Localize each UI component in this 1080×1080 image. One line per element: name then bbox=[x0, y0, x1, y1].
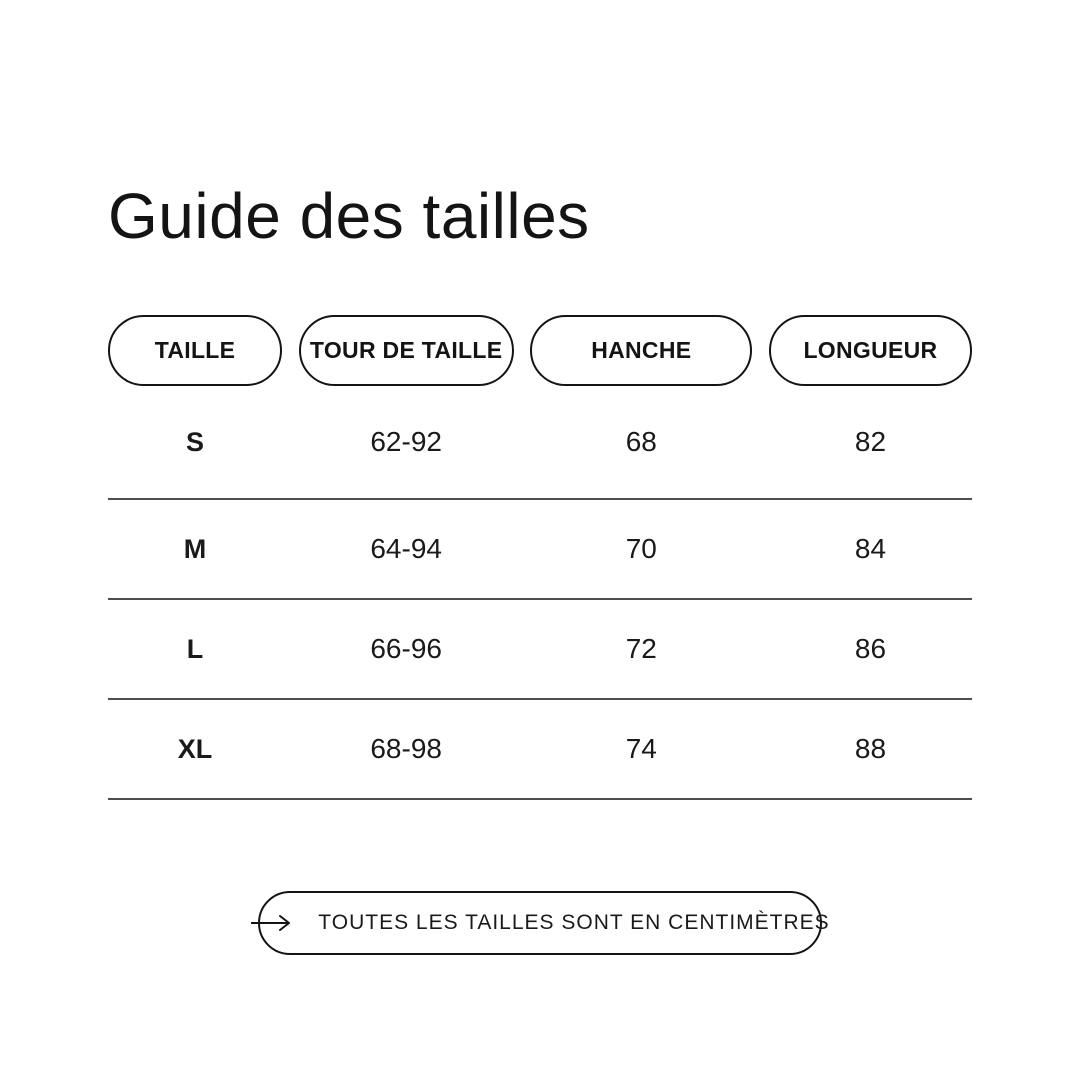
hanche-cell: 72 bbox=[625, 633, 657, 664]
column-header-longueur bbox=[769, 315, 972, 386]
size-cell: M bbox=[183, 533, 207, 564]
column-header-tour-de-taille bbox=[299, 315, 514, 386]
column-header-label: TOUR DE TAILLE bbox=[309, 337, 503, 363]
longueur-cell: 84 bbox=[854, 533, 887, 564]
page-title: Guide des tailles bbox=[108, 179, 590, 252]
column-header-label: HANCHE bbox=[591, 337, 692, 363]
units-note-pill bbox=[258, 891, 830, 955]
table-row-l bbox=[108, 600, 972, 700]
longueur-cell: 86 bbox=[854, 633, 887, 664]
tour-de-taille-cell: 64-94 bbox=[370, 533, 442, 564]
long-right-arrow-icon bbox=[250, 914, 292, 932]
longueur-cell: 88 bbox=[854, 733, 887, 764]
hanche-cell: 68 bbox=[625, 426, 657, 457]
longueur-cell: 82 bbox=[854, 426, 887, 457]
table-row-xl bbox=[108, 700, 972, 800]
table-row-m bbox=[108, 500, 972, 600]
column-header-taille bbox=[108, 315, 282, 386]
column-header-hanche bbox=[530, 315, 752, 386]
tour-de-taille-cell: 62-92 bbox=[370, 426, 442, 457]
units-note-text: TOUTES LES TAILLES SONT EN CENTIMÈTRES bbox=[318, 911, 830, 934]
table-header-row bbox=[108, 315, 972, 386]
size-cell: L bbox=[186, 633, 204, 664]
size-table bbox=[108, 315, 972, 800]
tour-de-taille-cell: 66-96 bbox=[370, 633, 442, 664]
hanche-cell: 74 bbox=[625, 733, 657, 764]
size-cell: S bbox=[185, 426, 204, 457]
column-header-label: LONGUEUR bbox=[803, 337, 938, 363]
table-row-s bbox=[108, 386, 972, 500]
tour-de-taille-cell: 68-98 bbox=[370, 733, 442, 764]
column-header-label: TAILLE bbox=[154, 337, 236, 363]
size-cell: XL bbox=[177, 733, 213, 764]
hanche-cell: 70 bbox=[625, 533, 657, 564]
